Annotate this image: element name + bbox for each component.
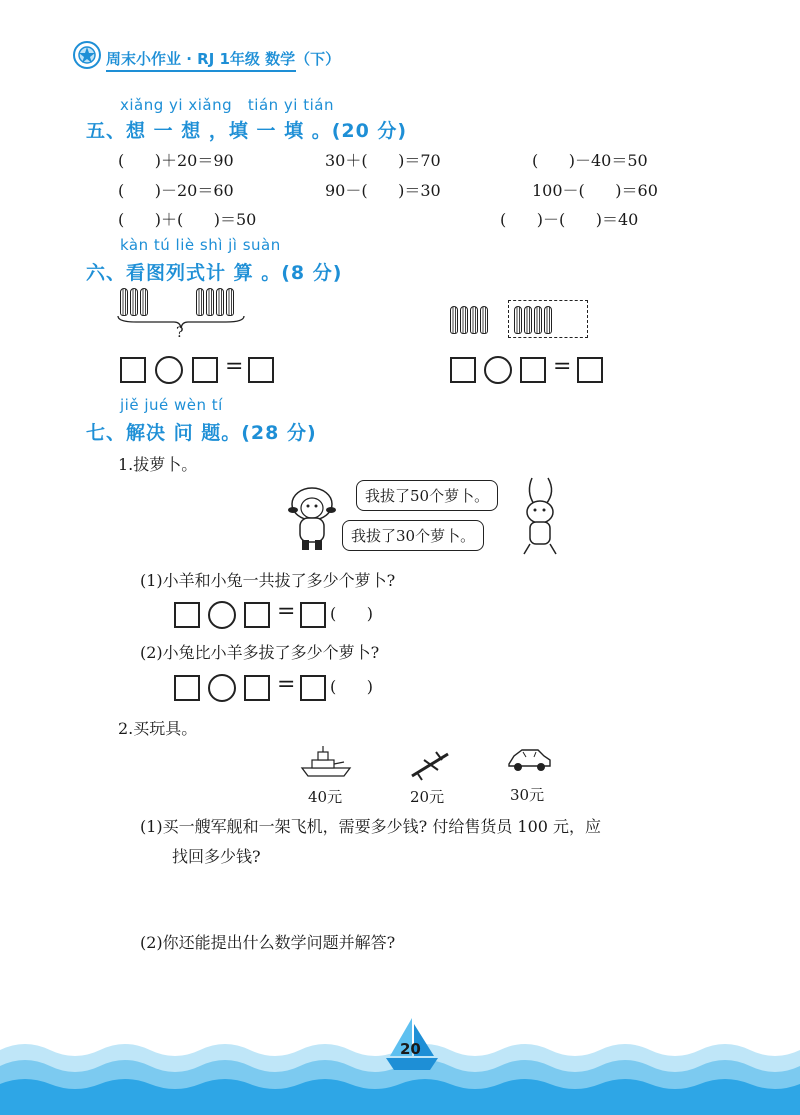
logo-icon (72, 40, 102, 70)
answer-box[interactable] (174, 675, 200, 701)
speech-bubble-sheep: 我拔了30个萝卜。 (342, 520, 484, 551)
answer-box[interactable] (300, 602, 326, 628)
section6-pinyin: kàn tú liè shì jì suàn (120, 236, 281, 254)
operator-circle[interactable] (208, 601, 236, 629)
answer-box[interactable] (244, 675, 270, 701)
answer-box[interactable] (120, 357, 146, 383)
question1-sub1: (1)小羊和小兔一共拔了多少个萝卜? (140, 571, 396, 590)
price-car: 30元 (510, 786, 545, 804)
question1-label: 1.拔萝卜。 (118, 455, 198, 474)
question-mark: ? (176, 325, 184, 341)
equation: 30＋( )＝70 (325, 151, 441, 170)
answer-box[interactable] (244, 602, 270, 628)
equals-sign-icon: = (225, 354, 244, 379)
answer-box[interactable] (248, 357, 274, 383)
stick-bundles-all (450, 306, 490, 338)
car-icon (506, 746, 552, 774)
answer-box[interactable] (520, 357, 546, 383)
stick-bundles-circled (514, 306, 554, 338)
section6-title: 六、看图列式计 算 。(8 分) (86, 262, 343, 284)
equation: 100－( )＝60 (532, 181, 658, 200)
airplane-icon (408, 748, 452, 782)
question2-sub2: (2)你还能提出什么数学问题并解答? (140, 933, 396, 952)
question2-sub1-line2: 找回多少钱? (172, 847, 261, 866)
equation: 90－( )＝30 (325, 181, 441, 200)
answer-box[interactable] (192, 357, 218, 383)
unit-paren[interactable]: ( ) (330, 604, 373, 623)
operator-circle[interactable] (484, 356, 512, 384)
warship-icon (300, 744, 352, 778)
answer-box[interactable] (577, 357, 603, 383)
equals-sign-icon: = (277, 672, 296, 697)
answer-box[interactable] (300, 675, 326, 701)
answer-box[interactable] (174, 602, 200, 628)
page-number: 20 (400, 1040, 421, 1058)
price-airplane: 20元 (410, 788, 445, 806)
section5-pinyin: xiǎng yi xiǎng tián yi tián (120, 96, 334, 114)
section5-title: 五、想 一 想 ，填 一 填 。(20 分) (86, 120, 408, 142)
section7-title: 七、解决 问 题。(28 分) (86, 422, 317, 444)
question1-sub2: (2)小兔比小羊多拔了多少个萝卜? (140, 643, 380, 662)
question2-label: 2.买玩具。 (118, 719, 198, 738)
answer-box[interactable] (450, 357, 476, 383)
unit-paren[interactable]: ( ) (330, 677, 373, 696)
operator-circle[interactable] (155, 356, 183, 384)
speech-bubble-rabbit: 我拔了50个萝卜。 (356, 480, 498, 511)
header-title: 周末小作业 · RJ 1年级 数学（下） (106, 50, 341, 68)
equation: ( )＋( )＝50 (118, 210, 257, 229)
operator-circle[interactable] (208, 674, 236, 702)
rabbit-icon (512, 474, 566, 558)
equals-sign-icon: = (277, 599, 296, 624)
equation: ( )－( )＝40 (500, 210, 639, 229)
section7-pinyin: jiě jué wèn tí (120, 396, 223, 414)
price-warship: 40元 (308, 788, 343, 806)
question2-sub1-line1: (1)买一艘军舰和一架飞机，需要多少钱? 付给售货员 100 元，应 (140, 817, 602, 836)
equals-sign-icon: = (553, 354, 572, 379)
equation: ( )＋20＝90 (118, 151, 234, 170)
header-underline (106, 70, 296, 72)
sheep-icon (284, 482, 340, 554)
equation: ( )－40＝50 (532, 151, 648, 170)
equation: ( )－20＝60 (118, 181, 234, 200)
